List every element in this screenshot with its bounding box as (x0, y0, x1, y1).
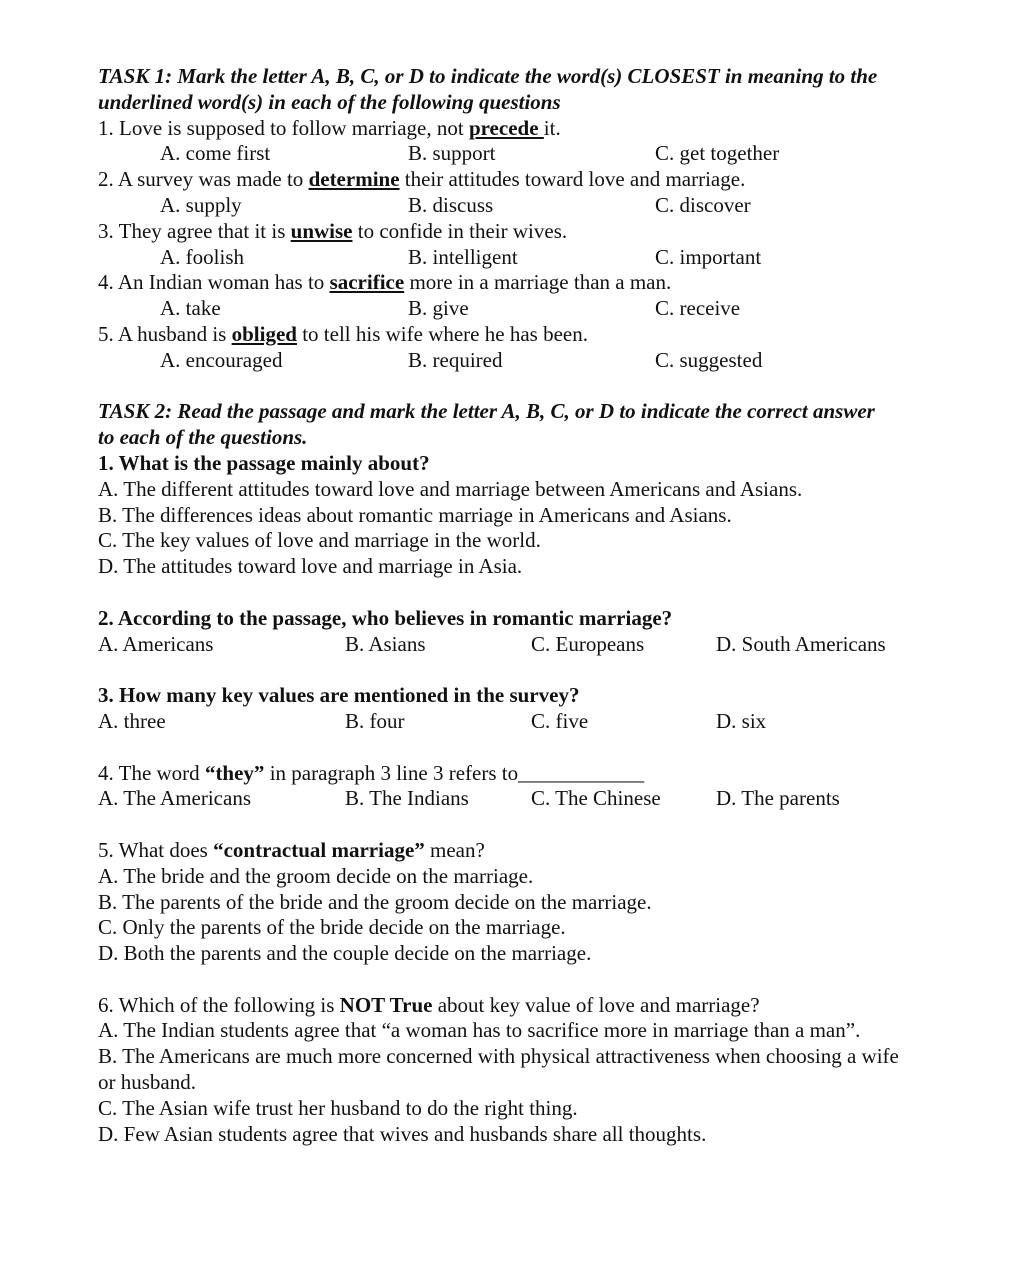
answer-options (98, 709, 948, 735)
answer-options (98, 632, 948, 658)
answer-options (98, 141, 948, 167)
question-stem: 5. What does “contractual marriage” mean? (98, 837, 485, 862)
option-a[interactable]: A. The bride and the groom decide on the marriage. (98, 863, 534, 888)
option-b[interactable]: B. The parents of the bride and the groom decide on the marriage. (98, 889, 652, 914)
task1-title-line1: TASK 1: Mark the letter A, B, C, or D to indicate the word(s) CLOSEST in meaning to the (98, 64, 878, 88)
spacer (98, 374, 948, 400)
question-stem: 1. What is the passage mainly about? (98, 450, 430, 475)
option-a[interactable]: A. come first (160, 141, 271, 166)
task2-title-line1: TASK 2: Read the passage and mark the letter A, B, C, or D to indicate the correct answer (98, 399, 875, 424)
underlined-word: sacrifice (329, 270, 405, 295)
keyword: “they” (204, 760, 265, 785)
option-a[interactable]: A. The Americans (98, 786, 251, 811)
option-c[interactable]: C. The key values of love and marriage in the world. (98, 528, 541, 553)
option-c[interactable]: C. suggested (655, 347, 763, 372)
option-a[interactable]: A. The different attitudes toward love and marriage between Americans and Asians. (98, 476, 803, 501)
question-stem: 2. According to the passage, who believes in romantic marriage? (98, 605, 673, 630)
option-a[interactable]: A. encouraged (160, 347, 283, 372)
option-a[interactable]: A. The Indian students agree that “a woman has to sacrifice more in marriage than a man”. (98, 1018, 861, 1043)
option-d[interactable]: D. six (716, 708, 767, 733)
worksheet (98, 64, 948, 1147)
option-b[interactable]: B. The differences ideas about romantic marriage in Americans and Asians. (98, 502, 732, 527)
option-b[interactable]: B. four (345, 708, 405, 733)
option-c[interactable]: C. get together (655, 141, 780, 166)
question-stem: 5. A husband is obliged to tell his wife where he has been. (98, 321, 588, 346)
task2-question-1 (98, 451, 948, 580)
task2-question-4 (98, 761, 948, 813)
answer-options (98, 193, 948, 219)
option-c[interactable]: C. five (531, 708, 589, 733)
question-stem: 4. The word “they” in paragraph 3 line 3 refers to____________ (98, 760, 645, 785)
spacer (98, 967, 948, 993)
option-c[interactable]: C. Only the parents of the bride decide on the marriage. (98, 915, 566, 940)
option-c[interactable]: C. discover (655, 192, 751, 217)
option-c[interactable]: C. The Asian wife trust her husband to do the right thing. (98, 1095, 578, 1120)
option-b-line2: or husband. (98, 1070, 196, 1095)
task2-question-3 (98, 683, 948, 735)
answer-options (98, 348, 948, 374)
option-c[interactable]: C. receive (655, 296, 741, 321)
keyword: NOT True (339, 992, 433, 1017)
option-b-line1: B. The Americans are much more concerned with physical attractiveness when choosing a wife (98, 1044, 899, 1069)
option-b[interactable]: B. support (408, 141, 496, 166)
option-b[interactable]: B. give (408, 296, 469, 321)
underlined-word: determine (308, 167, 400, 192)
option-a[interactable]: A. foolish (160, 244, 244, 269)
task1-question-1 (98, 116, 948, 168)
underlined-word: precede (468, 115, 544, 140)
question-stem: 2. A survey was made to determine their attitudes toward love and marriage. (98, 167, 746, 192)
question-stem: 3. How many key values are mentioned in the survey? (98, 683, 580, 708)
question-stem: 1. Love is supposed to follow marriage, not precede it. (98, 115, 561, 140)
option-d[interactable]: D. The attitudes toward love and marriage in Asia. (98, 554, 523, 579)
answer-options (98, 786, 948, 812)
option-d[interactable]: D. South Americans (716, 631, 886, 656)
question-stem: 3. They agree that it is unwise to confide in their wives. (98, 218, 568, 243)
task1-question-4 (98, 270, 948, 322)
option-b[interactable]: B. intelligent (408, 244, 518, 269)
option-a[interactable]: A. three (98, 708, 166, 733)
underlined-word: unwise (290, 218, 353, 243)
keyword: “contractual marriage” (213, 837, 425, 862)
option-c[interactable]: C. Europeans (531, 631, 645, 656)
underlined-word: obliged (231, 321, 297, 346)
question-stem: 4. An Indian woman has to sacrifice more in a marriage than a man. (98, 270, 672, 295)
spacer (98, 657, 948, 683)
option-a[interactable]: A. take (160, 296, 221, 321)
option-b[interactable]: B. discuss (408, 192, 494, 217)
option-b[interactable]: B. Asians (345, 631, 426, 656)
option-c[interactable]: C. important (655, 244, 762, 269)
task2-question-5 (98, 838, 948, 967)
task1-question-2 (98, 167, 948, 219)
option-a[interactable]: A. supply (160, 192, 242, 217)
task2-question-6 (98, 993, 948, 1148)
spacer (98, 580, 948, 606)
option-b[interactable]: B. The Indians (345, 786, 469, 811)
spacer (98, 735, 948, 761)
task2-title-line2: to each of the questions. (98, 425, 308, 450)
option-b[interactable] (98, 1044, 948, 1096)
spacer (98, 812, 948, 838)
task1-question-5 (98, 322, 948, 374)
option-d[interactable]: D. Both the parents and the couple decide on the marriage. (98, 941, 592, 966)
question-stem: 6. Which of the following is NOT True about key value of love and marriage? (98, 992, 760, 1017)
task1-question-3 (98, 219, 948, 271)
option-a[interactable]: A. Americans (98, 631, 214, 656)
option-d[interactable]: D. The parents (716, 786, 840, 811)
answer-options (98, 245, 948, 271)
option-b[interactable]: B. required (408, 347, 503, 372)
answer-options (98, 296, 948, 322)
task2-question-2 (98, 606, 948, 658)
task1-title-line2: underlined word(s) in each of the following questions (98, 89, 561, 114)
option-c[interactable]: C. The Chinese (531, 786, 661, 811)
option-d[interactable]: D. Few Asian students agree that wives and husbands share all thoughts. (98, 1121, 707, 1146)
